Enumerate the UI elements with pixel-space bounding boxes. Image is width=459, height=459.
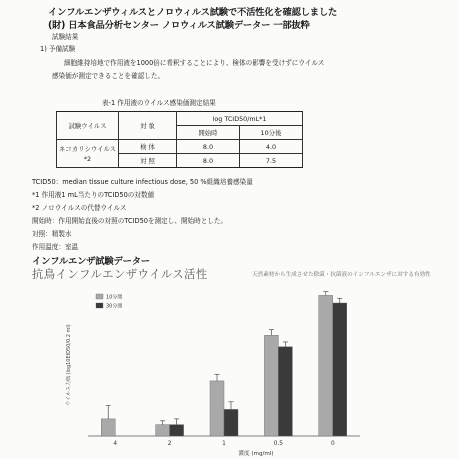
th-virus: 試験ウイルス (57, 112, 119, 140)
x-tick-label: 4 (113, 441, 118, 447)
bar-10min-3 (264, 335, 278, 436)
cell-after-2: 7.5 (240, 154, 303, 168)
note-5: 作用温度：室温 (32, 243, 79, 251)
x-tick-label: 0 (330, 441, 335, 447)
bar-10min-1 (156, 425, 170, 436)
y-axis-label: ウイルス力価 (log10EID50/0.2 ml) (66, 324, 72, 406)
cell-start-2: 8.0 (177, 154, 240, 168)
cell-virus: ネコカリシウイルス*2 (57, 140, 119, 168)
cell-after-1: 4.0 (240, 140, 303, 154)
bar-10min-2 (210, 381, 224, 436)
note-2: *2 ノロウイルスの代替ウイルス (32, 204, 127, 212)
x-tick-label: 1 (222, 441, 226, 447)
influenza-heading: インフルエンザ試験データー (32, 256, 150, 267)
th-target: 対 象 (119, 112, 177, 140)
bar-30min-1 (170, 425, 184, 436)
x-tick-label: 0.5 (273, 441, 284, 447)
bar-30min-3 (278, 347, 292, 436)
section-para-2: 感染価が測定できることを確認した。 (52, 72, 165, 80)
x-tick-label: 2 (167, 441, 172, 447)
bar-10min-4 (319, 295, 333, 436)
header-line-2: (財) 日本食品分析センター ノロウィルス試験データー 一部抜粋 (48, 20, 310, 31)
cell-start-1: 8.0 (177, 140, 240, 154)
note-1: *1 作用液1 mL当たりのTCID50の対数値 (32, 191, 155, 199)
legend-swatch-0 (96, 294, 103, 299)
th-log: log TCID50/mL*1 (177, 112, 303, 126)
chart-subtitle: 天然素材から生成させた除菌・抗菌液のインフルエンザに対する有効性 (252, 272, 431, 278)
legend-label-0: 10分間 (106, 294, 123, 301)
legend-label-1: 30分間 (106, 303, 123, 310)
cell-target-1: 検 体 (119, 140, 177, 154)
th-10min: 10分後 (240, 126, 303, 140)
bar-chart (0, 280, 459, 459)
x-axis-label: 濃度 (mg/ml) (238, 451, 274, 457)
bar-30min-2 (224, 409, 238, 436)
th-start: 開始時 (177, 126, 240, 140)
bar-10min-0 (101, 419, 115, 436)
header-line-1: インフルエンザウィルスとノロウィルス試験で不活性化を確認しました (48, 7, 338, 18)
note-3: 開始時：作用開始直後の対照のTCID50を測定し、開始時とした。 (32, 217, 228, 225)
note-tcid: TCID50：median tissue culture infectious dose, 50 %組織培養感染量 (32, 178, 253, 186)
bar-30min-4 (333, 303, 347, 436)
cell-target-2: 対 照 (119, 154, 177, 168)
section-sub: 1) 予備試験 (40, 45, 76, 53)
table-caption: 表-1 作用液のウイルス感染価測定結果 (102, 99, 216, 107)
section-para-1: 細胞維持培地で作用液を1000倍に希釈することにより、検体の影響を受けずにウイルス (64, 59, 325, 67)
chart-title: 抗鳥インフルエンザウイルス活性 (32, 268, 208, 281)
section-heading: 試験結果 (52, 33, 79, 41)
results-table (56, 111, 303, 168)
note-4: 対照：精製水 (32, 230, 72, 238)
legend-swatch-1 (96, 303, 103, 308)
